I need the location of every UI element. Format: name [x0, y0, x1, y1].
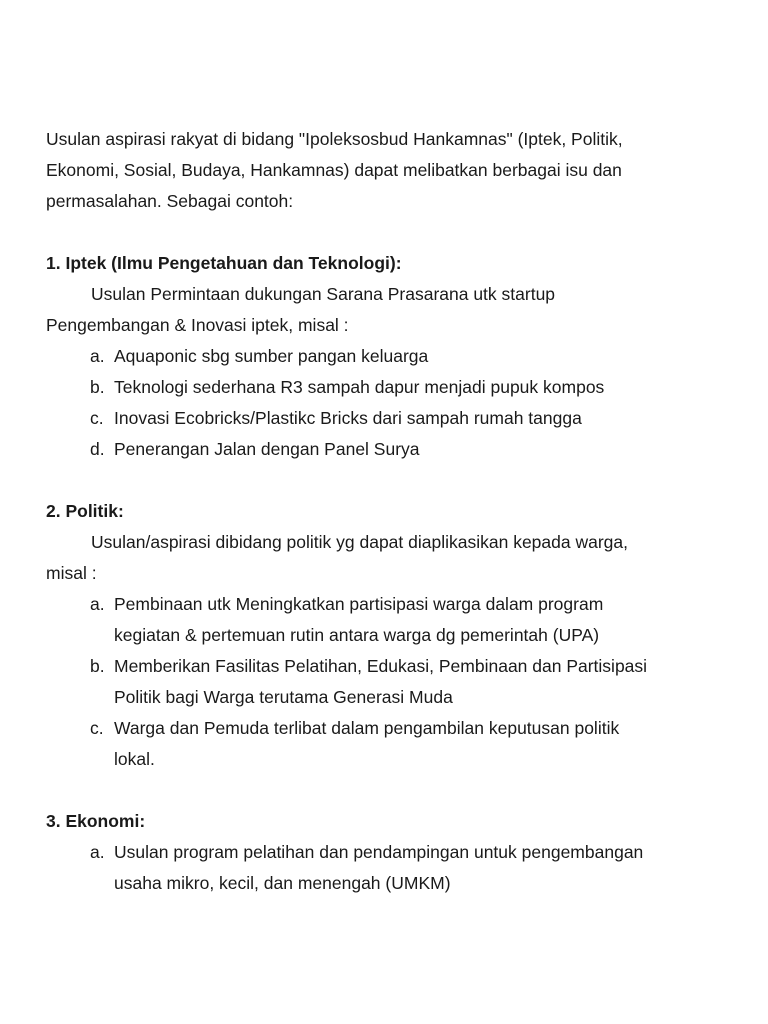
section-heading: 2. Politik: [46, 501, 124, 521]
list-marker: c. [90, 718, 104, 738]
list-item-text: usaha mikro, kecil, dan menengah (UMKM) [114, 873, 451, 893]
intro-paragraph [46, 124, 726, 217]
intro-line: permasalahan. Sebagai contoh: [46, 191, 294, 211]
list-marker: b. [90, 656, 105, 676]
document-page [46, 124, 726, 899]
list-item [46, 713, 726, 775]
section-description: Pengembangan & Inovasi iptek, misal : [46, 315, 349, 335]
list-marker: b. [90, 377, 105, 397]
item-list [46, 589, 726, 775]
list-item-text: kegiatan & pertemuan rutin antara warga dg pemerintah (UPA) [114, 625, 600, 645]
list-item-text: Warga dan Pemuda terlibat dalam pengambilan keputusan politik [114, 718, 620, 738]
list-item-text: Pembinaan utk Meningkatkan partisipasi warga dalam program [114, 594, 604, 614]
list-item-text: Memberikan Fasilitas Pelatihan, Edukasi, Pembinaan dan Partisipasi [114, 656, 648, 676]
item-list [46, 341, 726, 465]
list-item-text: Aquaponic sbg sumber pangan keluarga [114, 346, 429, 366]
section-iptek [46, 248, 726, 465]
list-marker: d. [90, 439, 105, 459]
spacer [46, 775, 726, 806]
list-item-text: Teknologi sederhana R3 sampah dapur menjadi pupuk kompos [114, 377, 605, 397]
spacer [46, 217, 726, 248]
list-item [46, 403, 726, 434]
item-list [46, 837, 726, 899]
list-item [46, 434, 726, 465]
list-item [46, 837, 726, 899]
list-item [46, 589, 726, 651]
list-item-text: Penerangan Jalan dengan Panel Surya [114, 439, 420, 459]
section-politik [46, 496, 726, 775]
section-heading: 3. Ekonomi: [46, 811, 146, 831]
list-item [46, 372, 726, 403]
list-marker: a. [90, 842, 105, 862]
list-item-text: Inovasi Ecobricks/Plastikc Bricks dari sampah rumah tangga [114, 408, 582, 428]
list-marker: a. [90, 346, 105, 366]
section-ekonomi [46, 806, 726, 899]
spacer [46, 465, 726, 496]
intro-line: Usulan aspirasi rakyat di bidang "Ipoleksosbud Hankamnas" (Iptek, Politik, [46, 129, 623, 149]
section-description: Usulan Permintaan dukungan Sarana Prasarana utk startup [91, 284, 556, 304]
list-marker: c. [90, 408, 104, 428]
list-item-text: Usulan program pelatihan dan pendampingan untuk pengembangan [114, 842, 644, 862]
intro-line: Ekonomi, Sosial, Budaya, Hankamnas) dapat melibatkan berbagai isu dan [46, 160, 622, 180]
list-item-text: Politik bagi Warga terutama Generasi Muda [114, 687, 453, 707]
list-item [46, 651, 726, 713]
section-description: Usulan/aspirasi dibidang politik yg dapat diaplikasikan kepada warga, [91, 532, 628, 552]
list-marker: a. [90, 594, 105, 614]
list-item [46, 341, 726, 372]
section-description: misal : [46, 563, 97, 583]
section-heading: 1. Iptek (Ilmu Pengetahuan dan Teknologi): [46, 253, 402, 273]
list-item-text: lokal. [114, 749, 155, 769]
